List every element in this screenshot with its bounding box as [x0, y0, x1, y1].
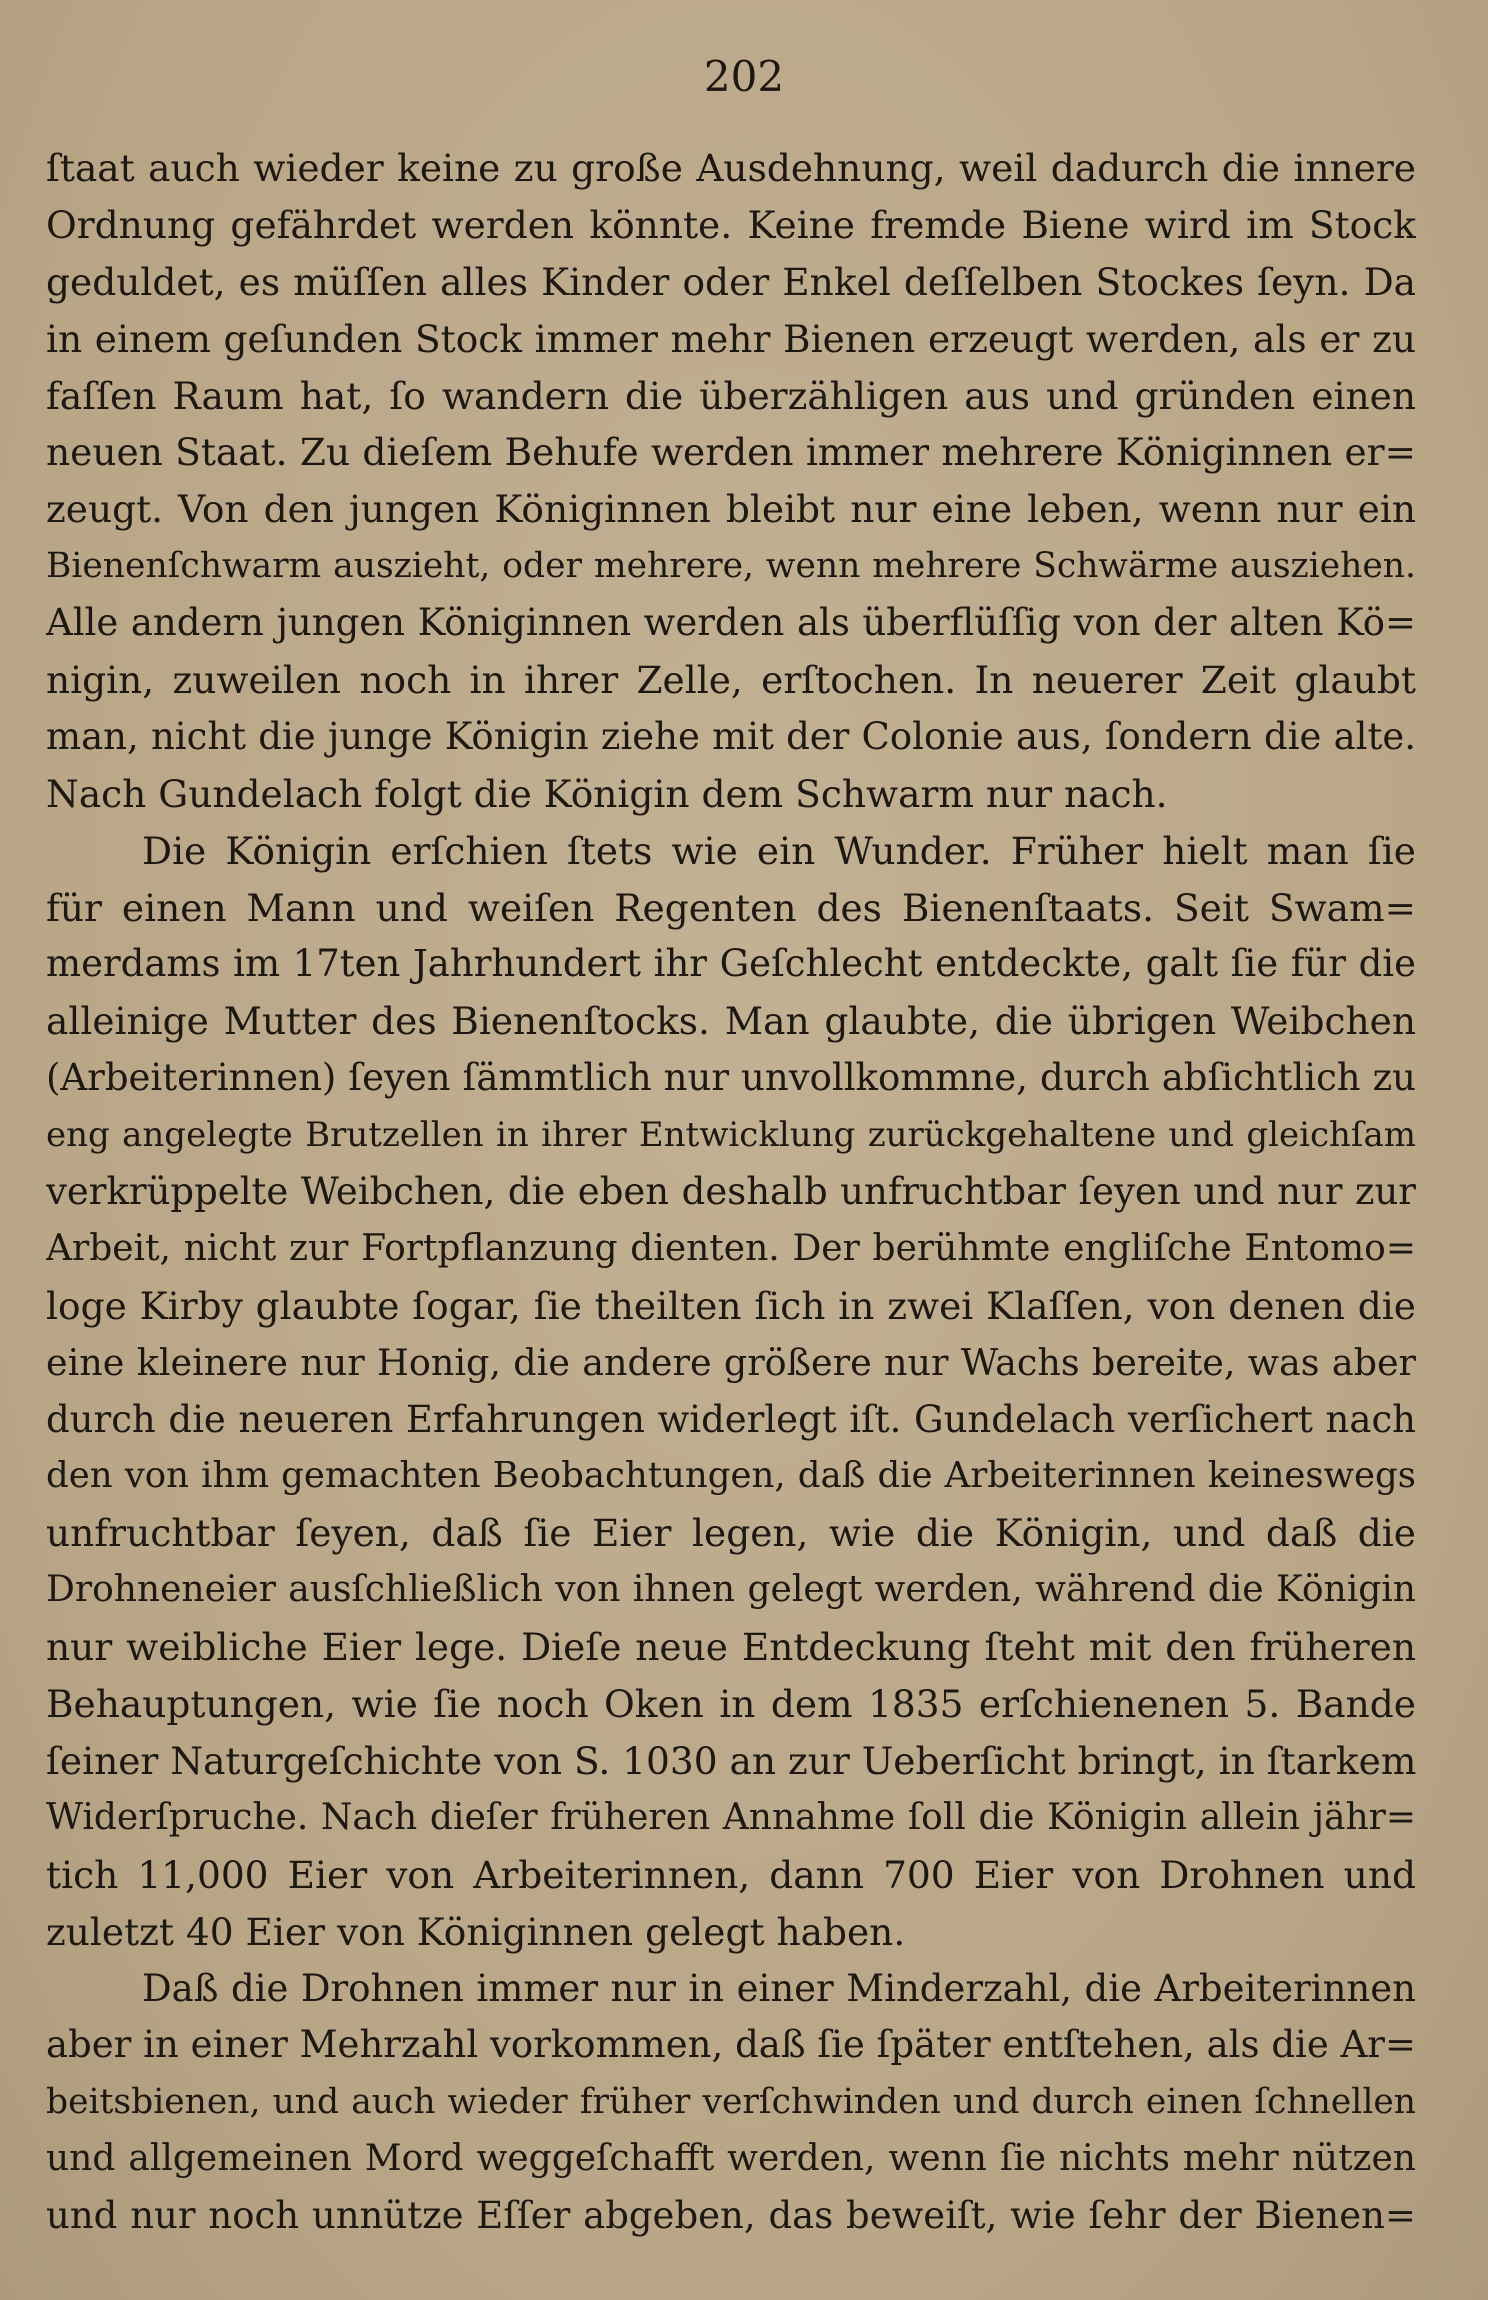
text-line: Alle andern jungen Königinnen werden als überflüſſig von der alten Kö= — [46, 601, 1416, 645]
text-line: (Arbeiterinnen) ſeyen ſämmtlich nur unvollkommne, durch abſichtlich zu — [46, 1056, 1416, 1100]
text-line: Daß die Drohnen immer nur in einer Minderzahl, die Arbeiterinnen — [142, 1966, 1416, 2010]
text-line: beitsbienen, und auch wieder früher verſchwinden und durch einen ſchnellen — [46, 2082, 1416, 2123]
text-line: Drohneneier ausſchließlich von ihnen gelegt werden, während die Königin — [46, 1569, 1416, 1611]
text-line: alleinige Mutter des Bienenſtocks. Man glaubte, die übrigen Weibchen — [46, 999, 1416, 1044]
text-line: und nur noch unnütze Eſſer abgeben, das beweiſt, wie ſehr der Bienen= — [46, 2194, 1416, 2238]
text-line: in einem geſunden Stock immer mehr Bienen erzeugt werden, als er zu — [46, 316, 1416, 361]
text-line: durch die neueren Erfahrungen widerlegt iſt. Gundelach verſichert nach — [46, 1397, 1416, 1441]
text-line: Nach Gundelach folgt die Königin dem Schwarm nur nach. — [46, 771, 1168, 816]
text-line: den von ihm gemachten Beobachtungen, daß die Arbeiterinnen keineswegs — [46, 1455, 1416, 1497]
text-line: neuen Staat. Zu dieſem Behufe werden immer mehrere Königinnen er= — [46, 430, 1416, 475]
body-text — [46, 140, 1416, 2245]
text-line: zuletzt 40 Eier von Königinnen gelegt haben. — [46, 1909, 906, 1954]
text-line: Widerſpruche. Nach dieſer früheren Annahme ſoll die Königin allein jähr= — [46, 1796, 1416, 1838]
text-line: merdams im 17ten Jahrhundert ihr Geſchlecht entdeckte, galt ſie für die — [46, 942, 1416, 986]
text-line: und allgemeinen Mord weggeſchafft werden, wenn ſie nichts mehr nützen — [46, 2138, 1416, 2180]
text-line: eng angelegte Brutzellen in ihrer Entwicklung zurückgehaltene und gleichſam — [46, 1115, 1416, 1156]
text-line: Die Königin erſchien ſtets wie ein Wunder. Früher hielt man ſie — [142, 828, 1416, 873]
text-line: für einen Mann und weiſen Regenten des Bienenſtaats. Seit Swam= — [46, 885, 1416, 930]
text-line: nur weibliche Eier lege. Dieſe neue Entdeckung ſteht mit den früheren — [46, 1625, 1416, 1670]
text-line: Arbeit, nicht zur Fortpflanzung dienten. Der berühmte engliſche Entomo= — [46, 1227, 1416, 1269]
text-line: Ordnung gefährdet werden könnte. Keine fremde Biene wird im Stock — [46, 202, 1416, 247]
text-line: Bienenſchwarm auszieht, oder mehrere, wenn mehrere Schwärme ausziehen. — [46, 546, 1416, 587]
text-line: eine kleinere nur Honig, die andere größere nur Wachs bereite, was aber — [46, 1340, 1416, 1384]
text-line: geduldet, es müſſen alles Kinder oder Enkel deſſelben Stockes ſeyn. Da — [46, 259, 1416, 304]
text-line: Behauptungen, wie ſie noch Oken in dem 1835 erſchienenen 5. Bande — [46, 1682, 1416, 1727]
text-line: ſeiner Naturgeſchichte von S. 1030 an zur Ueberſicht bringt, in ſtarkem — [46, 1738, 1416, 1783]
text-line: man, nicht die junge Königin ziehe mit der Colonie aus, ſondern die alte. — [46, 714, 1416, 758]
text-line: unfruchtbar ſeyen, daß ſie Eier legen, wie die Königin, und daß die — [46, 1511, 1416, 1556]
text-line: tich 11,000 Eier von Arbeiterinnen, dann 700 Eier von Drohnen und — [46, 1852, 1416, 1897]
text-line: loge Kirby glaubte ſogar, ſie theilten ſich in zwei Klaſſen, von denen die — [46, 1283, 1416, 1328]
text-line: zeugt. Von den jungen Königinnen bleibt nur eine leben, wenn nur ein — [46, 487, 1416, 532]
text-line: nigin, zuweilen noch in ihrer Zelle, erſtochen. In neuerer Zeit glaubt — [46, 658, 1416, 703]
text-line: verkrüppelte Weibchen, die eben deshalb unfruchtbar ſeyen und nur zur — [46, 1170, 1416, 1214]
page-number: 202 — [703, 52, 785, 101]
text-line: aber in einer Mehrzahl vorkommen, daß ſie ſpäter entſtehen, als die Ar= — [46, 2023, 1416, 2067]
text-line: faſſen Raum hat, ſo wandern die überzähligen aus und gründen einen — [46, 373, 1416, 418]
text-line: ſtaat auch wieder keine zu große Ausdehnung, weil dadurch die innere — [46, 146, 1416, 190]
